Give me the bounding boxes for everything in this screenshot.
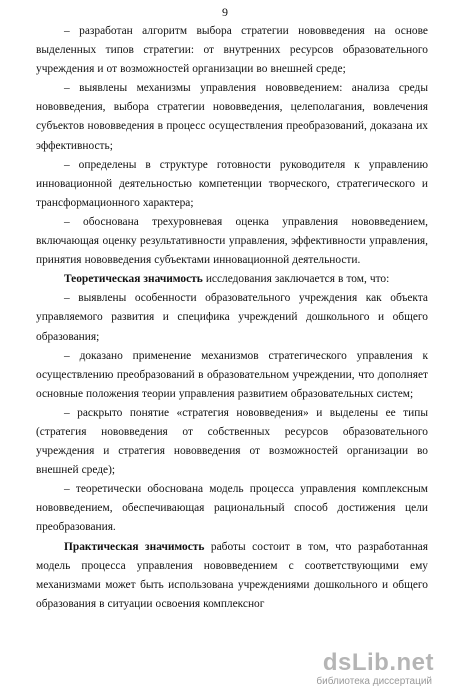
- theoretical-significance-heading: [36, 270, 428, 289]
- practical-significance-text: работы состоит в том, что разработанная модель процесса управления нововведением с соответствующими ему механизмами может быть использована учреждениями дошкольного и общего образования в ситуации освоения комплексног: [36, 540, 428, 610]
- dslib-watermark: [255, 649, 440, 689]
- paragraph-novelty-4: – обоснована трехуровневая оценка управления нововведением, включающая оценку результативности управления, эффективности управления, принятия нововведения субъектами инновационной деятельности.: [36, 215, 428, 267]
- paragraph-novelty-3: – определены в структуре готовности руководителя к управлению инновационной деятельностью компетенции творческого, стратегического и трансформационного характера;: [36, 158, 428, 209]
- theoretical-item-3: – раскрыто понятие «стратегия нововведения» и выделены ее типы (стратегия нововведения от собственных ресурсов образовательного учреждения и стратегия нововведения от возможностей организации во внешней среде);: [36, 406, 428, 477]
- practical-significance-paragraph: [36, 538, 428, 614]
- document-body: [36, 22, 428, 614]
- theoretical-item-1: – выявлены особенности образовательного учреждения как объекта управляемого развития и специфика учреждений дошкольного и общего образования;: [36, 292, 428, 343]
- paragraph-novelty-1: – разработан алгоритм выбора стратегии нововведения на основе выделенных типов стратегии: от внутренних ресурсов образовательного учреждения и от возможностей организации во внешней среде;: [36, 25, 428, 76]
- watermark-subtitle: библиотека диссертаций: [316, 676, 432, 687]
- practical-significance-bold: Практическая значимость: [64, 540, 205, 553]
- theoretical-significance-bold: Теоретическая значимость: [64, 273, 203, 286]
- theoretical-item-4: – теоретически обоснована модель процесса управления комплексным нововведением, обеспечивающая рациональный способ достижения цели преобразования.: [36, 483, 428, 534]
- theoretical-significance-text: исследования заключается в том, что:: [202, 273, 390, 286]
- watermark-logo: dsLib.net: [322, 649, 434, 676]
- theoretical-item-2: – доказано применение механизмов стратегического управления к осуществлению преобразований в образовательном учреждении, что дополняет основные положения теории управления развитием образовательных систем;: [36, 349, 428, 400]
- paragraph-novelty-2: – выявлены механизмы управления нововведением: анализа среды нововведения, выбора стратегии нововведения, целеполагания, вовлечения субъектов нововведения в процесс осуществления преобразований, доказана их эффективность;: [36, 82, 428, 152]
- page-number: 9: [222, 5, 228, 19]
